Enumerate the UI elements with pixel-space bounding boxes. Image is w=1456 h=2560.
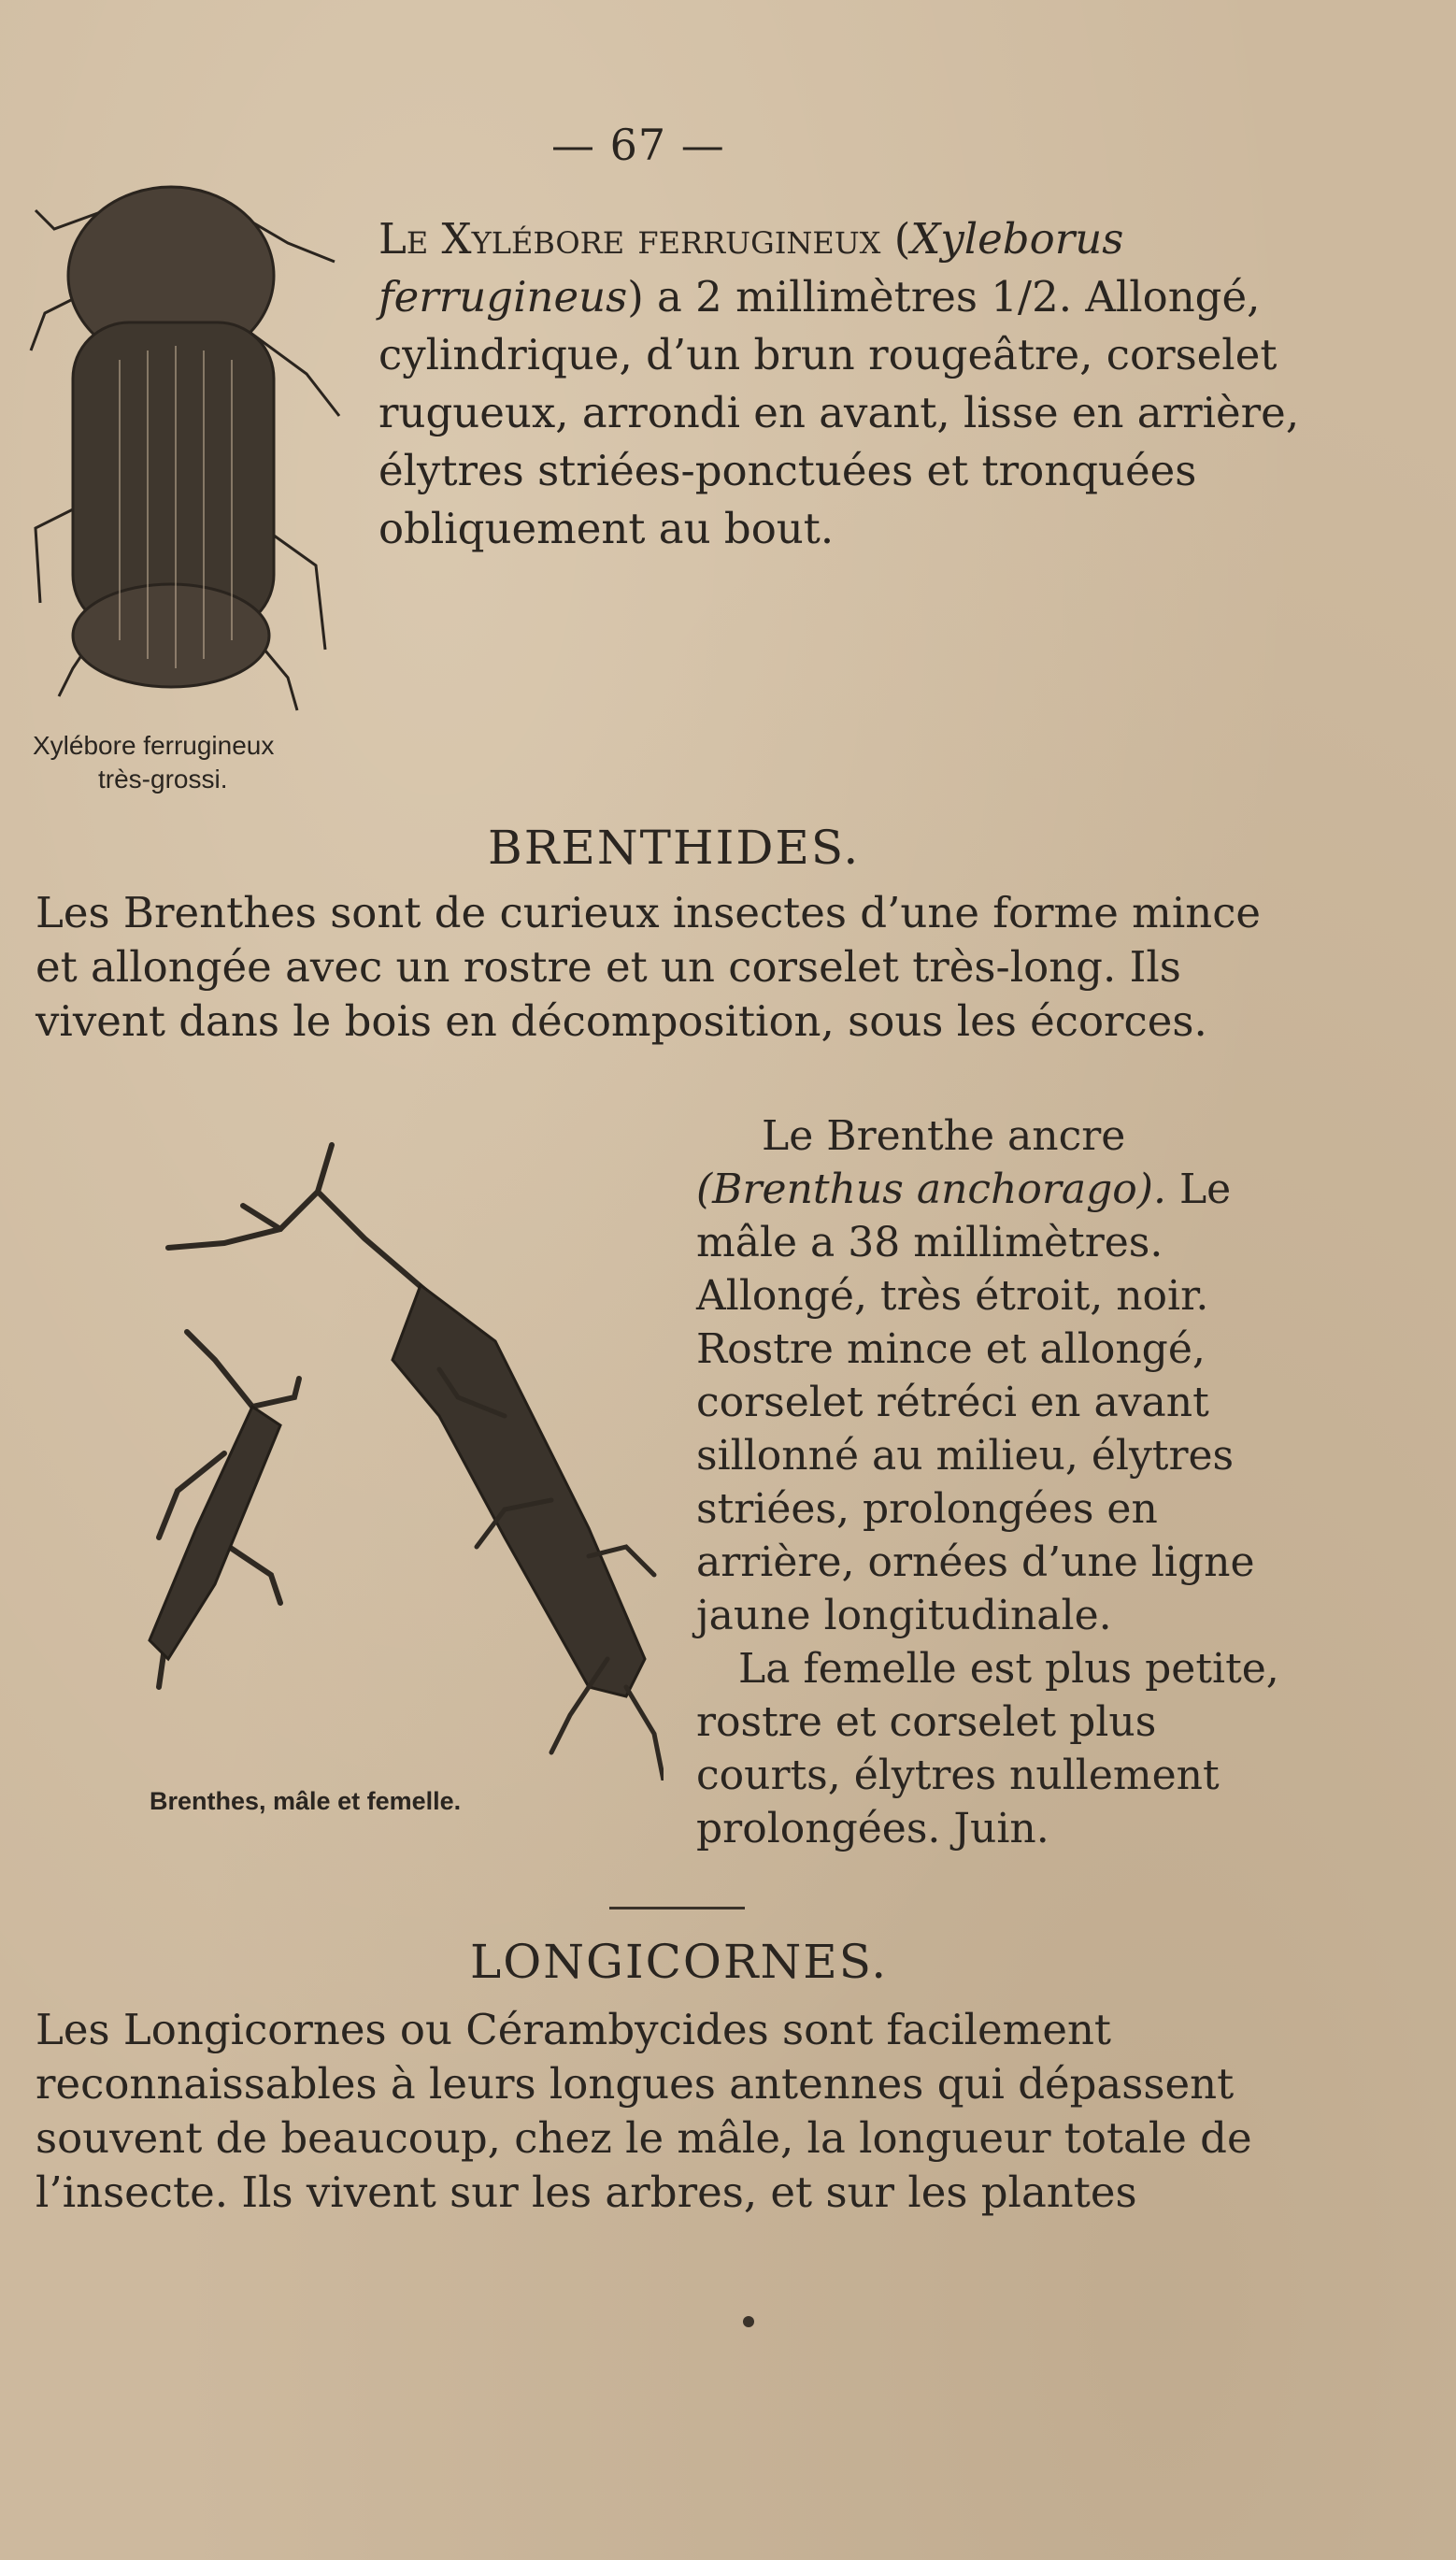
brenthe-ancre-name: Le Brenthe ancre bbox=[762, 1112, 1126, 1160]
brenthe-ancre-latin: (Brenthus anchorago). bbox=[696, 1166, 1166, 1213]
xylebore-beetle-illustration bbox=[17, 173, 363, 724]
section-heading-brenthides: BRENTHIDES. bbox=[488, 821, 861, 875]
brenthe-ancre-description bbox=[696, 1109, 1294, 1855]
brenthe-ancre-female-text: La femelle est plus petite, rostre et corselet plus courts, élytres nullement prolongées. Juin. bbox=[696, 1645, 1279, 1852]
brenthes-male-female-illustration bbox=[65, 1136, 664, 1781]
section-divider bbox=[609, 1907, 745, 1909]
printer-dot bbox=[743, 2316, 754, 2327]
xylebore-name: Le Xylébore ferrugineux bbox=[378, 214, 881, 264]
xylebore-latin-name: Xyleborus ferrugineus bbox=[378, 214, 1124, 322]
brenthes-caption: Brenthes, mâle et femelle. bbox=[150, 1787, 462, 1815]
brenthides-intro: Les Brenthes sont de curieux insectes d’une forme mince et allongée avec un rostre et un corselet très-long. Ils vivent dans le bois en décomposition, sous les écorces. bbox=[36, 888, 1262, 1046]
xylebore-text: a 2 millimètres 1/2. Allongé, cylindrique, d’un brun rougeâtre, corselet rugueux, arrondi en avant, lisse en arrière, élytres striées-ponctuées et tronquées obliquement au bout. bbox=[378, 272, 1300, 553]
section-heading-longicornes: LONGICORNES. bbox=[470, 1935, 889, 1989]
brenthe-ancre-text: Le mâle a 38 millimètres. Allongé, très étroit, noir. Rostre mince et allongé, corselet rétréci en avant sillonné au milieu, élytres striées, prolongées en arrière, ornées d’une ligne jaune longitudinale. bbox=[696, 1166, 1255, 1639]
xylebore-caption: Xylébore ferrugineux très-grossi. bbox=[33, 731, 275, 794]
longicornes-intro: Les Longicornes ou Cérambycides sont facilement reconnaissables à leurs longues antennes qui dépassent souvent de beaucoup, chez le mâle, la longueur totale de l’insecte. Ils vivent sur les arbres, et sur les plantes bbox=[36, 2005, 1252, 2217]
xylebore-description: Le Xylébore ferrugineux (Xyleborus ferrugineus) a 2 millimètres 1/2. Allongé, cylindrique, d’un brun rougeâtre, corselet rugueux, arrondi en avant, lisse en arrière, élytres striées-ponctuées et tronquées obliquement au bout. bbox=[378, 214, 1300, 553]
page-number: — 67 — bbox=[551, 120, 725, 170]
